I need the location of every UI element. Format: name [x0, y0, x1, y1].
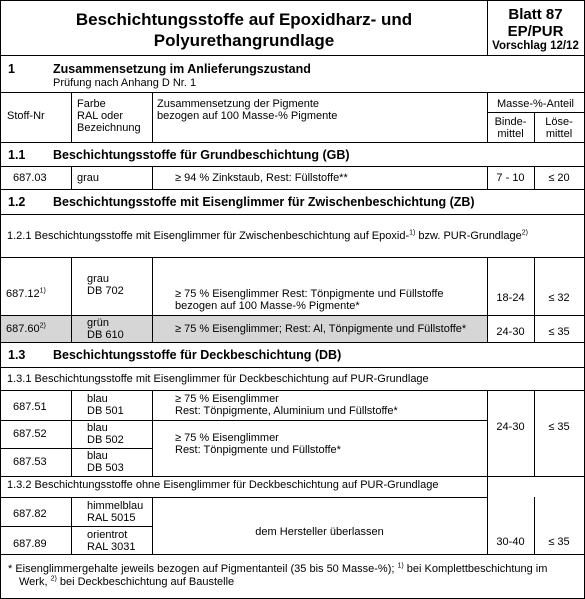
row-687-52-color-1: blau	[87, 422, 108, 434]
row-687-53-color-2: DB 503	[87, 462, 124, 474]
row-687-12-pig-2: bezogen auf 100 Masse-% Pigmente*	[175, 300, 360, 312]
col-solvent-1: Löse-	[545, 116, 573, 128]
group-1-3-2-solvent: ≤ 35	[548, 536, 570, 548]
row-687-60-color-2: DB 610	[87, 329, 124, 341]
row-687-52-pig-2: Rest: Tönpigmente und Füllstoffe*	[175, 444, 341, 456]
section-1-2-title: Beschichtungsstoffe mit Eisenglimmer für Zwischenbeschichtung (ZB)	[53, 195, 475, 209]
row-687-82-color-2: RAL 5015	[87, 512, 136, 524]
row-687-89-color-1: orientrot	[87, 529, 128, 541]
title-line-1: Beschichtungsstoffe auf Epoxidharz- und	[75, 10, 413, 29]
section-1-note: Prüfung nach Anhang D Nr. 1	[53, 77, 197, 89]
row-687-60-nr: 687.60$^{2)}$	[6, 322, 46, 335]
row-687-60-pigments: ≥ 75 % Eisenglimmer; Rest: Al, Tönpigmente und Füllstoffe*	[175, 323, 467, 335]
row-687-12-color-1: grau	[87, 273, 110, 285]
row-687-60-binder: 24-30	[496, 326, 525, 338]
section-1-3-title: Beschichtungsstoffe für Deckbeschichtung (DB)	[53, 348, 342, 362]
row-687-03-color: grau	[77, 172, 100, 184]
section-1-number: 1	[8, 62, 15, 76]
col-mass-share: Masse-%-Anteil	[496, 98, 575, 110]
row-687-12-pig-1: ≥ 75 % Eisenglimmer Rest: Tönpigmente und Füllstoffe	[175, 288, 444, 300]
col-pigments-2: bezogen auf 100 Masse-% Pigmente	[157, 110, 338, 122]
row-687-03-solvent: ≤ 20	[548, 172, 570, 184]
group-1-3-1-solvent: ≤ 35	[548, 421, 570, 433]
section-1-title: Zusammensetzung im Anlieferungszustand	[53, 62, 311, 76]
row-687-60-color-1: grün	[87, 317, 110, 329]
row-687-82-nr: 687.82	[13, 508, 47, 520]
col-stoff-nr: Stoff-Nr	[7, 110, 45, 122]
sheet-code: EP/PUR	[507, 23, 564, 40]
col-farbe-2: RAL oder	[77, 110, 124, 122]
row-687-53-color-1: blau	[87, 450, 108, 462]
row-687-51-color-2: DB 501	[87, 405, 124, 417]
subsection-1-2-1: 1.2.1 Beschichtungsstoffe mit Eisenglimmer für Zwischenbeschichtung auf Epoxid-$^{1)}$ bzw. PUR-Grundlage$^{2)}$	[7, 229, 528, 242]
row-687-51-pig-1: ≥ 75 % Eisenglimmer	[175, 393, 279, 405]
col-farbe-1: Farbe	[77, 98, 106, 110]
footnote-line-2: Werk, $^{2)}$ bei Deckbeschichtung auf Baustelle	[19, 575, 235, 588]
manufacturer-note: dem Hersteller überlassen	[255, 526, 384, 538]
row-687-89-color-2: RAL 3031	[87, 541, 136, 553]
row-687-03-nr: 687.03	[13, 172, 47, 184]
row-687-89-nr: 687.89	[13, 538, 47, 550]
row-687-60-solvent: ≤ 35	[548, 326, 570, 338]
row-687-82-color-1: himmelblau	[87, 500, 144, 512]
section-1-2-number: 1.2	[8, 195, 26, 209]
col-solvent-2: mittel	[545, 128, 573, 140]
row-687-51-nr: 687.51	[13, 401, 47, 413]
row-687-51-pig-2: Rest: Tönpigmente, Aluminium und Füllstoffe*	[175, 405, 398, 417]
row-687-03-pigments: ≥ 94 % Zinkstaub, Rest: Füllstoffe**	[175, 172, 348, 184]
row-687-53-nr: 687.53	[13, 456, 47, 468]
group-1-3-1-binder: 24-30	[496, 421, 525, 433]
row-687-52-color-2: DB 502	[87, 434, 124, 446]
col-binder-1: Binde-	[494, 116, 527, 128]
col-farbe-3: Bezeichnung	[77, 122, 141, 134]
row-687-12-binder: 18-24	[496, 292, 525, 304]
row-687-51-color-1: blau	[87, 393, 108, 405]
row-687-12-nr: 687.12$^{1)}$	[6, 287, 46, 300]
row-687-12-color-2: DB 702	[87, 285, 124, 297]
section-1-3-number: 1.3	[8, 348, 26, 362]
row-687-52-nr: 687.52	[13, 428, 47, 440]
row-687-12-solvent: ≤ 32	[548, 292, 570, 304]
footnote-line-1: * Eisenglimmergehalte jeweils bezogen auf Pigmentanteil (35 bis 50 Masse-%); $^{1)}$ bei Komplettbeschichtung im	[8, 562, 548, 575]
proposal-label: Vorschlag 12/12	[492, 40, 579, 52]
col-pigments-1: Zusammensetzung der Pigmente	[157, 98, 320, 110]
sheet-number: Blatt 87	[508, 6, 563, 23]
row-687-52-pig-1: ≥ 75 % Eisenglimmer	[175, 432, 279, 444]
subsection-1-3-2: 1.3.2 Beschichtungsstoffe ohne Eisenglimmer für Deckbeschichtung auf PUR-Grundlage	[7, 479, 439, 491]
section-1-1-title: Beschichtungsstoffe für Grundbeschichtung (GB)	[53, 148, 350, 162]
row-687-03-binder: 7 - 10	[496, 172, 525, 184]
subsection-1-3-1: 1.3.1 Beschichtungsstoffe mit Eisenglimmer für Deckbeschichtung auf PUR-Grundlage	[7, 373, 429, 385]
col-binder-2: mittel	[497, 128, 524, 140]
title-line-2: Polyurethangrundlage	[153, 31, 335, 50]
section-1-1-number: 1.1	[8, 148, 26, 162]
group-1-3-2-binder: 30-40	[496, 536, 525, 548]
